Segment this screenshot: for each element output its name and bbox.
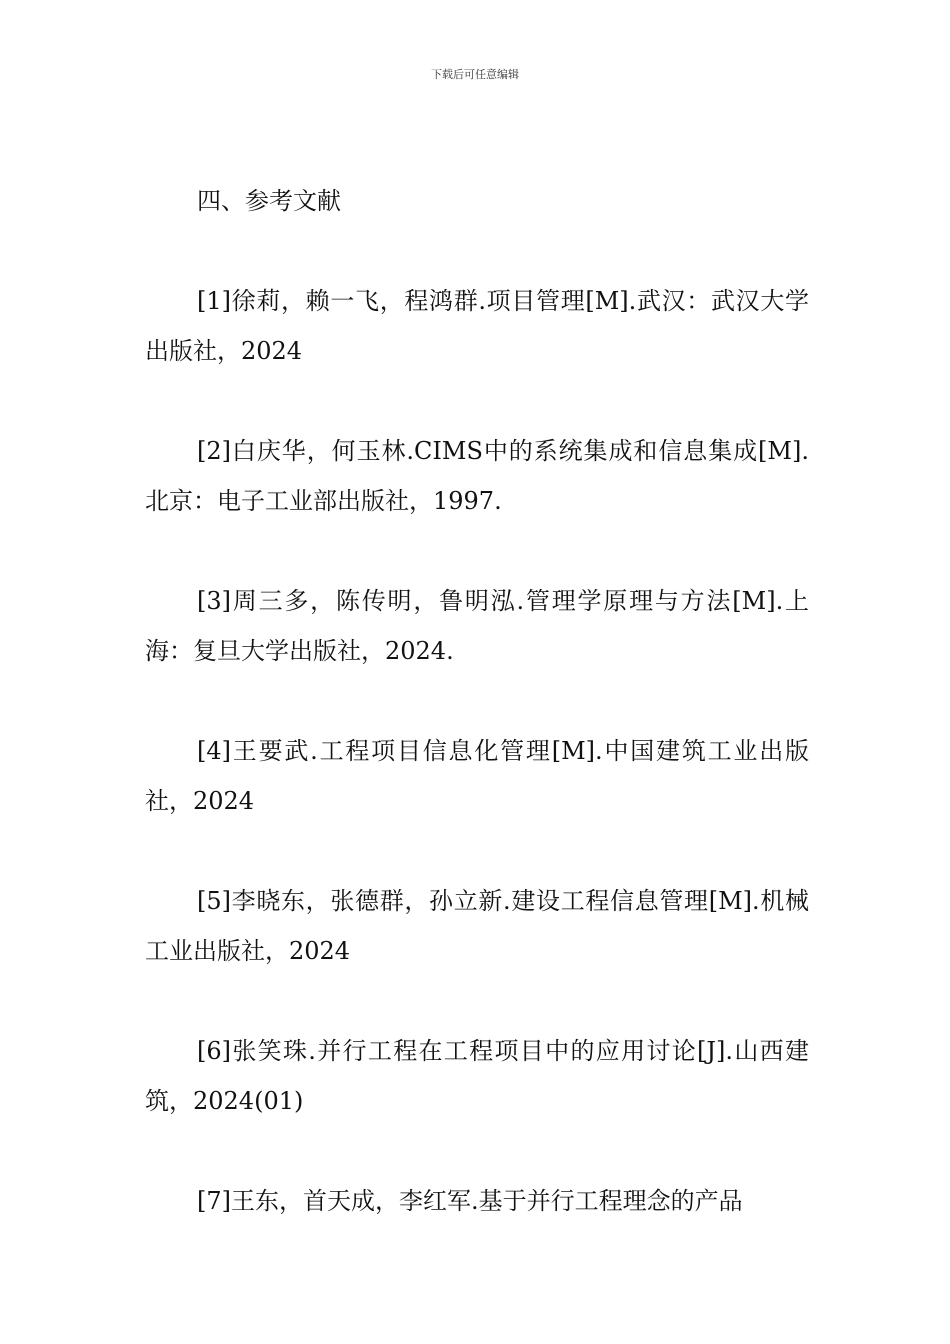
- section-title: 四、参考文献: [197, 187, 341, 215]
- reference-item: [3]周三多，陈传明，鲁明泓.管理学原理与方法[M].上海：复旦大学出版社，2024.: [145, 587, 809, 665]
- document-body: [145, 176, 809, 1276]
- reference-item: [2]白庆华，何玉林.CIMS中的系统集成和信息集成[M].北京：电子工业部出版社，1997.: [145, 437, 809, 515]
- reference-item: [4]王要武.工程项目信息化管理[M].中国建筑工业出版社，2024: [145, 737, 809, 815]
- reference-item: [5]李晓东，张德群，孙立新.建设工程信息管理[M].机械工业出版社，2024: [145, 887, 809, 965]
- reference-item: [6]张笑珠.并行工程在工程项目中的应用讨论[J].山西建筑，2024(01): [145, 1037, 809, 1115]
- page-header: 下载后可任意编辑: [431, 68, 519, 81]
- reference-item: [7]王东，首天成，李红军.基于并行工程理念的产品: [197, 1187, 743, 1215]
- reference-item: [1]徐莉，赖一飞，程鸿群.项目管理[M].武汉：武汉大学出版社，2024: [145, 287, 809, 365]
